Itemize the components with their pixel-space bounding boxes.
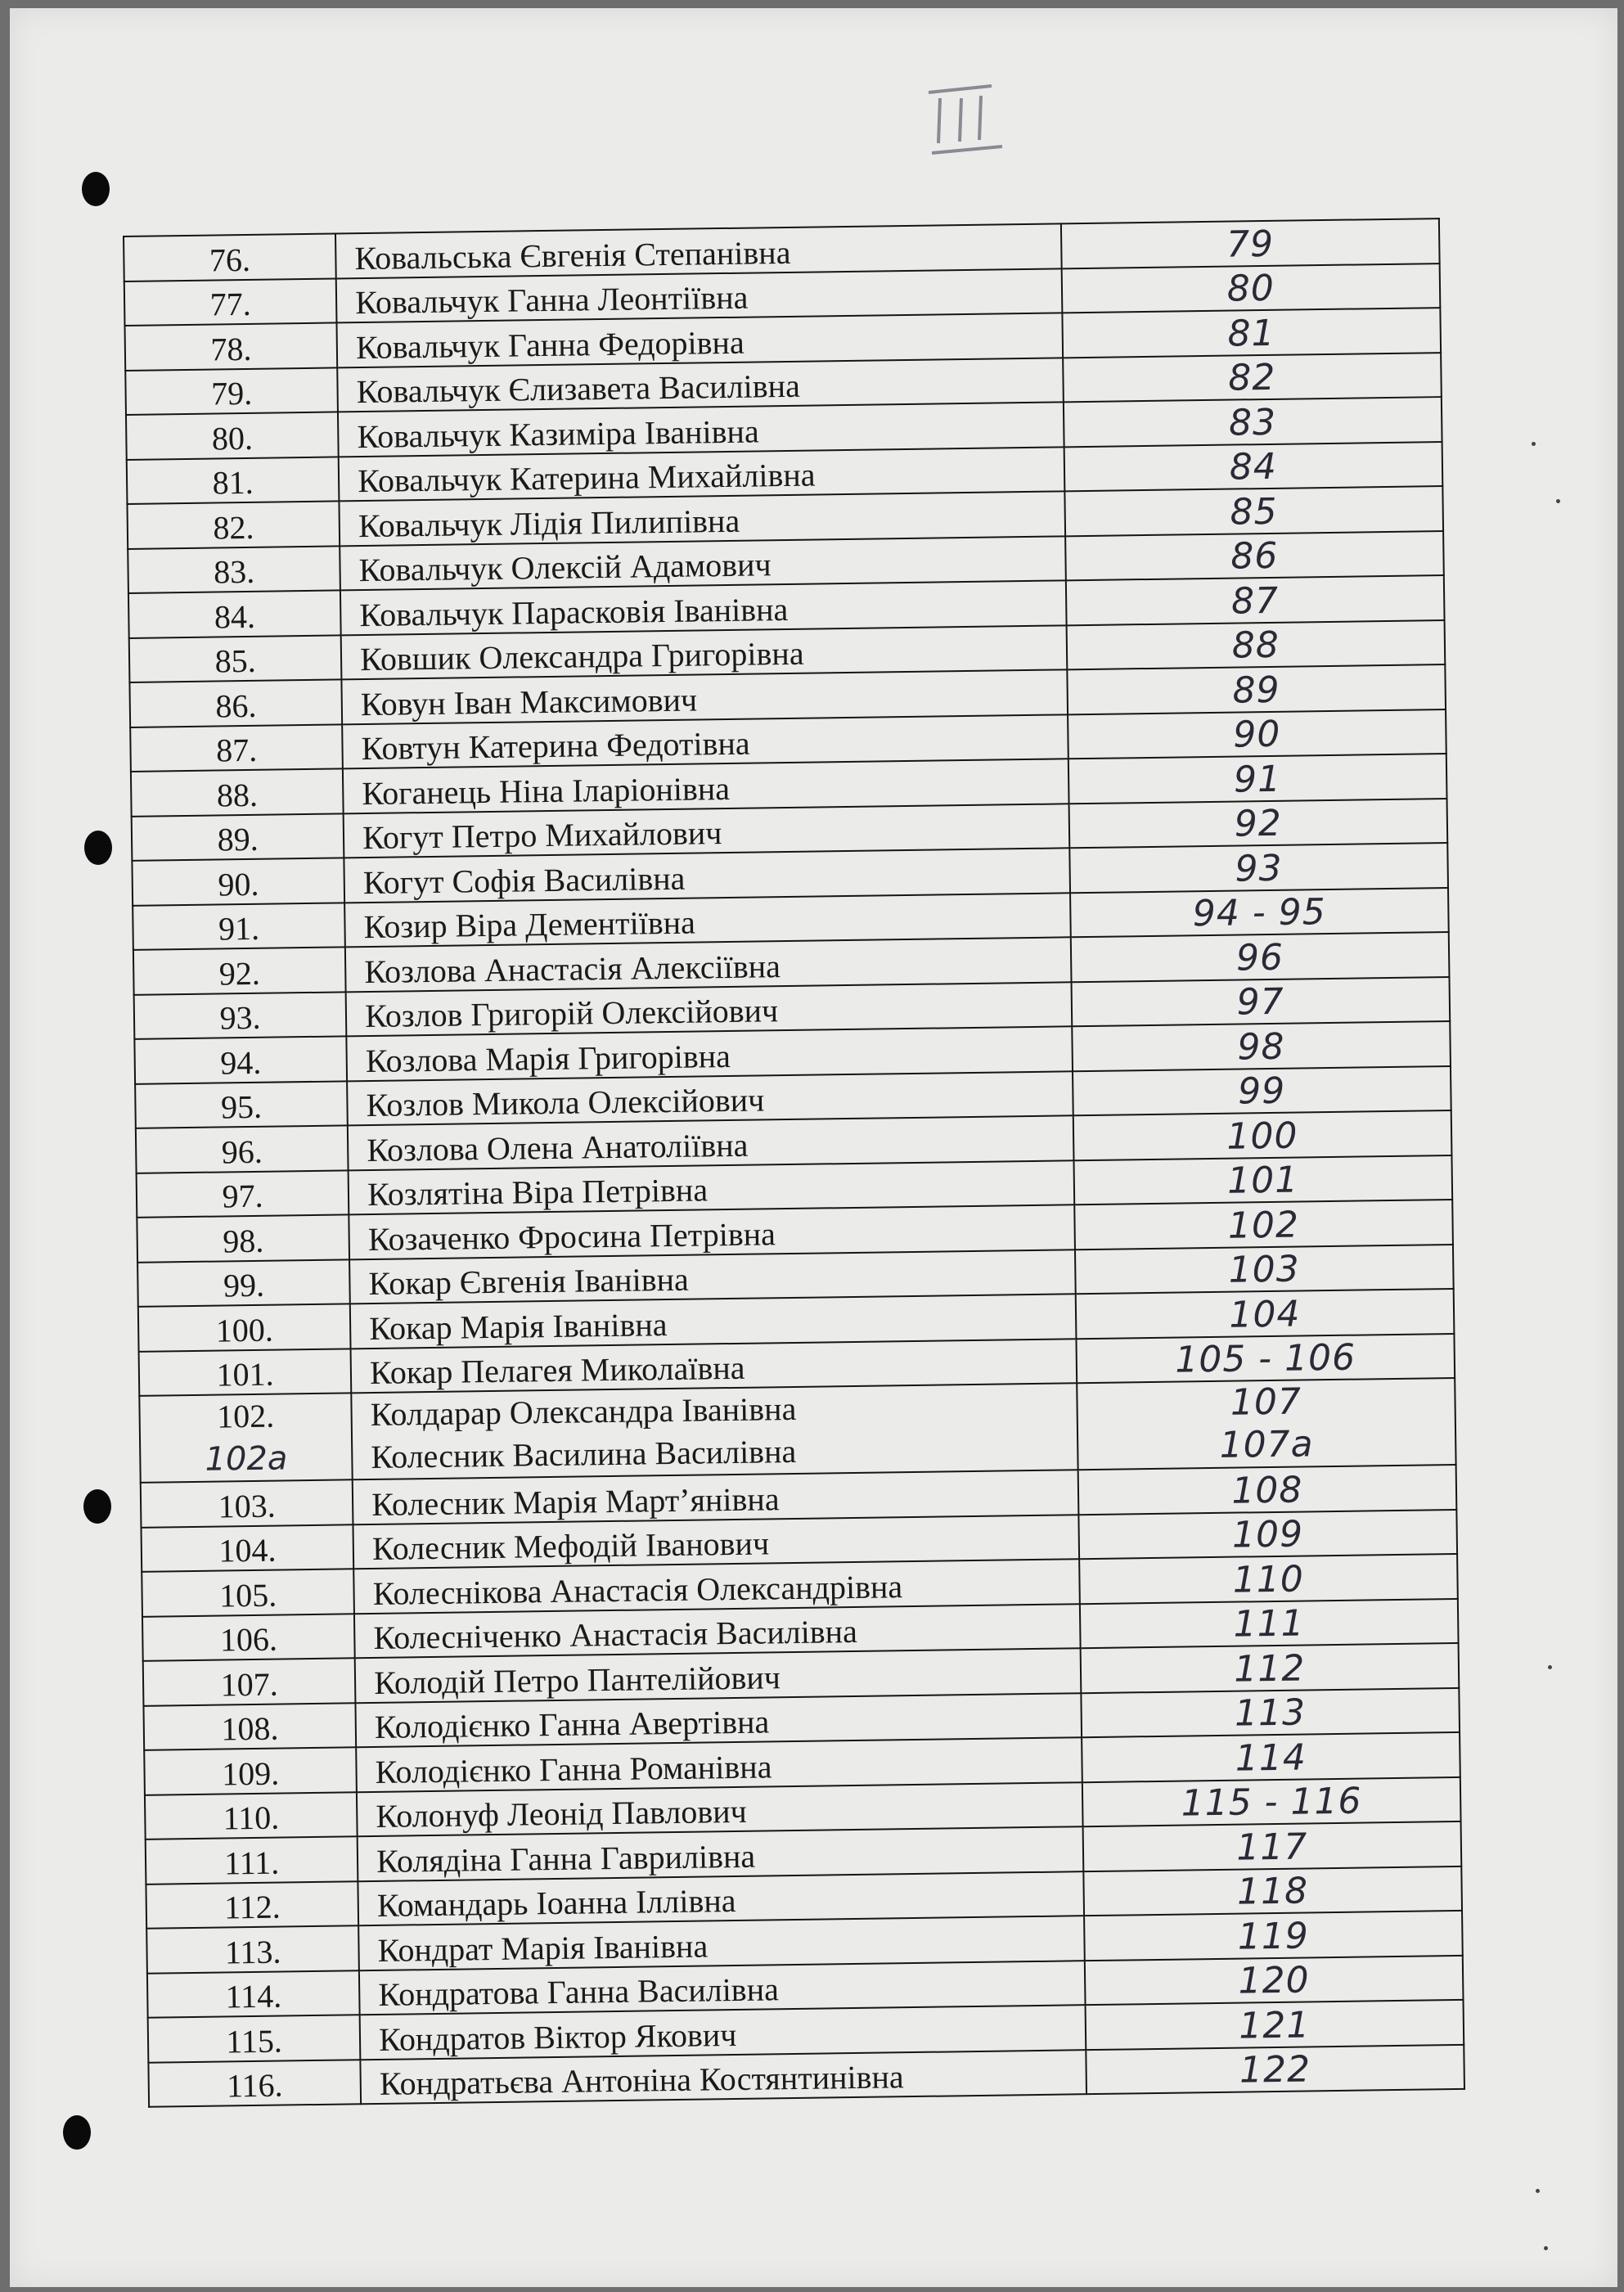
person-name: Козлов Григорій Олексійович <box>346 982 1072 1037</box>
person-name: Козлов Микола Олексійович <box>347 1071 1073 1126</box>
page-ref: 115 - 116 <box>1082 1776 1461 1826</box>
person-name: Козлова Марія Григорівна <box>347 1026 1073 1081</box>
row-number: 79. <box>125 367 338 415</box>
row-number: 105. <box>142 1569 354 1616</box>
page-ref: 85 <box>1064 486 1443 536</box>
person-name: Колесник Марія Мартʼянівна <box>353 1470 1078 1524</box>
page-ref: 87 <box>1066 575 1445 625</box>
row-number: 77. <box>124 278 337 326</box>
page-ref: 97 <box>1071 977 1450 1027</box>
person-name: Ковальська Євгенія Степанівна <box>335 223 1061 278</box>
page-ref: 90 <box>1068 709 1446 759</box>
page-ref: 94 - 95 <box>1070 888 1449 938</box>
person-name: Ковальчук Єлизавета Василівна <box>337 358 1063 412</box>
person-name: Козлова Олена Анатоліївна <box>348 1115 1073 1170</box>
person-name: Ковшик Олександра Григорівна <box>341 625 1067 680</box>
page-ref: 79 <box>1061 218 1440 268</box>
page-ref: 81 <box>1062 308 1441 358</box>
register-rows-part-1 <box>124 218 1455 1396</box>
person-name: Козаченко Фросина Петрівна <box>349 1205 1074 1259</box>
page-ref: 112 <box>1080 1643 1459 1693</box>
row-number: 93. <box>134 992 347 1039</box>
row-number: 101. <box>139 1349 352 1396</box>
page-ref: 82 <box>1063 353 1442 403</box>
person-name: Козлова Анастасія Алексіївна <box>345 937 1071 992</box>
page-ref: 107а <box>1219 1423 1314 1466</box>
page-ref: 99 <box>1073 1066 1451 1116</box>
page-ref: 96 <box>1070 932 1449 982</box>
row-number: 98. <box>137 1214 349 1262</box>
row-number: 113. <box>146 1925 359 1973</box>
punch-hole-bottom <box>63 2115 91 2150</box>
person-name: Ковальчук Ганна Федорівна <box>337 313 1063 367</box>
row-number: 82. <box>127 501 340 548</box>
row-number: 84. <box>128 590 341 637</box>
person-name: Ковальчук Олексій Адамович <box>340 536 1065 591</box>
page-ref: 122 <box>1086 2044 1464 2094</box>
person-name: Ковальчук Катерина Михайлівна <box>339 447 1064 502</box>
page-ref: 104 <box>1075 1289 1454 1339</box>
page-ref: 89 <box>1067 664 1446 714</box>
row-number: 114. <box>147 1970 360 2018</box>
row-number: 112. <box>146 1881 358 1929</box>
person-name: Кокар Пелагея Миколаївна <box>351 1339 1077 1394</box>
row-number: 115. <box>148 2015 361 2062</box>
person-name: Козлятіна Віра Петрівна <box>349 1160 1074 1215</box>
handwritten-page-number <box>922 78 1012 168</box>
page-ref: 103 <box>1075 1244 1454 1294</box>
row-number: 107. <box>143 1658 356 1705</box>
person-name: Колонуф Леонід Павлович <box>357 1782 1082 1837</box>
person-name: Колдарар Олександра Іванівна <box>370 1389 797 1434</box>
row-number: 110. <box>145 1792 358 1839</box>
speck <box>1544 2246 1548 2250</box>
person-name: Ковальчук Ганна Леонтіївна <box>336 268 1062 323</box>
page-ref: 92 <box>1068 799 1447 849</box>
page-ref: 113 <box>1081 1687 1460 1737</box>
speck <box>1532 442 1536 446</box>
row-number: 80. <box>126 412 339 459</box>
person-name: Ковальчук Лідія Пилипівна <box>340 491 1065 546</box>
row-number-handwritten: 102а <box>205 1439 288 1479</box>
row-number: 108. <box>143 1703 356 1750</box>
row-number: 102. <box>216 1397 275 1435</box>
register-rows-part-2 <box>141 1465 1464 2107</box>
person-name: Ковальчук Парасковія Іванівна <box>340 580 1066 635</box>
row-number: 87. <box>130 724 343 772</box>
page-ref: 110 <box>1079 1554 1458 1604</box>
person-name: Колодієнко Ганна Авертівна <box>356 1693 1082 1748</box>
page-ref: 119 <box>1084 1911 1463 1961</box>
register-table <box>123 218 1465 2108</box>
page-ref: 111 <box>1080 1598 1459 1648</box>
page-number-mark <box>922 78 1012 168</box>
person-name: Колеснікова Анастасія Олександрівна <box>353 1559 1079 1614</box>
page-ref: 101 <box>1073 1155 1452 1205</box>
person-name: Кондрат Марія Іванівна <box>358 1916 1084 1970</box>
row-number: 86. <box>129 679 342 727</box>
page-ref: 93 <box>1069 843 1448 893</box>
page-ref: 91 <box>1068 754 1447 804</box>
person-name: Когут Софія Василівна <box>344 848 1070 903</box>
row-number: 92. <box>133 947 346 994</box>
person-name: Козир Віра Дементіївна <box>344 893 1070 948</box>
row-number: 106. <box>142 1614 355 1661</box>
speck <box>1536 2189 1540 2193</box>
page-ref: 105 - 106 <box>1076 1333 1455 1383</box>
page-ref: 100 <box>1073 1110 1451 1160</box>
row-number: 99. <box>137 1259 350 1307</box>
row-number: 91. <box>133 903 345 950</box>
row-number: 100. <box>138 1304 351 1351</box>
speck <box>1556 499 1560 503</box>
person-name: Кокар Марія Іванівна <box>350 1294 1076 1349</box>
person-name: Командарь Іоанна Іллівна <box>358 1871 1084 1926</box>
row-number: 76. <box>124 233 336 281</box>
row-number: 96. <box>136 1125 349 1173</box>
speck <box>1548 1665 1552 1669</box>
person-name: Ковтун Катерина Федотівна <box>342 714 1068 769</box>
page-ref: 120 <box>1085 1955 1464 2005</box>
page-ref: 84 <box>1064 442 1442 492</box>
page-ref: 88 <box>1066 620 1445 670</box>
page-ref: 108 <box>1077 1465 1456 1515</box>
row-number: 95. <box>135 1081 348 1128</box>
row-number: 116. <box>148 2060 361 2107</box>
person-name: Колесніченко Анастасія Василівна <box>354 1604 1080 1659</box>
row-number: 78. <box>124 322 337 370</box>
person-name: Колядіна Ганна Гаврилівна <box>358 1826 1083 1881</box>
page-ref: 102 <box>1074 1200 1453 1250</box>
person-name: Когут Петро Михайлович <box>344 804 1069 858</box>
person-name: Коганець Ніна Іларіонівна <box>343 759 1068 813</box>
name-cell <box>351 1383 1077 1479</box>
person-name: Кокар Євгенія Іванівна <box>349 1250 1075 1304</box>
person-name: Колодієнко Ганна Романівна <box>356 1737 1082 1792</box>
page-ref: 107 <box>1230 1380 1302 1424</box>
row-number: 97. <box>137 1170 349 1218</box>
person-name: Ковун Іван Максимович <box>342 669 1068 724</box>
page-ref: 86 <box>1065 531 1444 581</box>
page-ref: 114 <box>1082 1732 1460 1782</box>
page-ref: 117 <box>1082 1821 1461 1871</box>
person-name: Колесник Василина Василівна <box>371 1432 797 1476</box>
punch-hole-lower-middle <box>83 1489 111 1524</box>
page-cell <box>1077 1378 1456 1470</box>
person-name: Колесник Мефодій Іванович <box>353 1515 1079 1569</box>
row-number: 89. <box>132 813 344 861</box>
page-ref: 83 <box>1064 397 1442 447</box>
row-number: 109. <box>144 1747 357 1794</box>
row-number: 83. <box>128 546 340 593</box>
page-ref: 80 <box>1061 263 1440 313</box>
row-number: 85. <box>129 635 342 682</box>
row-number-cell <box>139 1393 353 1483</box>
row-number: 90. <box>132 858 344 905</box>
punch-hole-upper-middle <box>84 831 112 865</box>
person-name: Кондратов Віктор Якович <box>360 2005 1086 2060</box>
page-ref: 121 <box>1085 2000 1464 2050</box>
row-number: 104. <box>141 1524 353 1572</box>
row-number: 88. <box>131 768 344 816</box>
person-name: Кондратьєва Антоніна Костянтинівна <box>361 2050 1086 2105</box>
page-ref: 109 <box>1078 1509 1457 1559</box>
row-number: 111. <box>146 1836 358 1884</box>
page-ref: 98 <box>1072 1021 1451 1071</box>
person-name: Колодій Петро Пантелійович <box>355 1648 1081 1703</box>
row-number: 81. <box>127 457 340 504</box>
punch-hole-top <box>82 172 110 206</box>
person-name: Ковальчук Казиміра Іванівна <box>338 402 1064 457</box>
person-name: Кондратова Ганна Василівна <box>359 1961 1085 2015</box>
page-ref: 118 <box>1083 1866 1462 1916</box>
row-number: 103. <box>141 1479 353 1527</box>
row-number: 94. <box>134 1036 347 1083</box>
